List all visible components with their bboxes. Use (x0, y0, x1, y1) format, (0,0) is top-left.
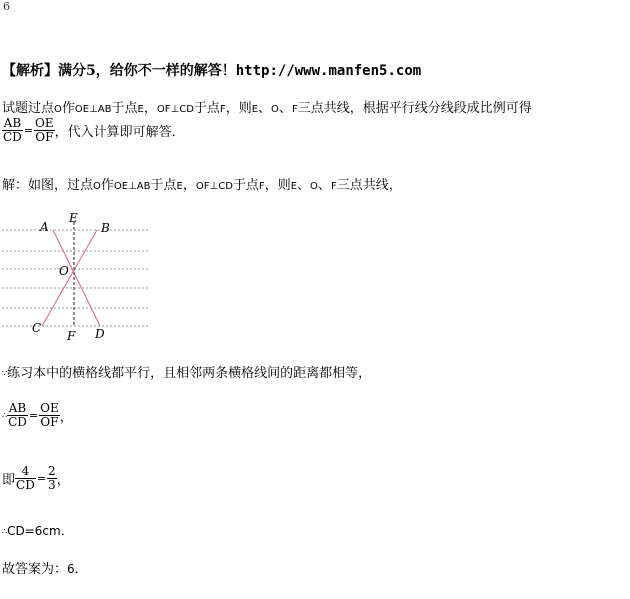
text: 作 (61, 101, 75, 116)
equals-sign: = (36, 472, 47, 485)
text: ． (74, 562, 88, 577)
fraction-4-cd: $\frac{4}{CD}$ (16, 464, 35, 492)
point-o: O (93, 181, 101, 192)
point-e: E (137, 104, 144, 115)
fraction-ab-cd: $\frac{AB}{CD}$ (8, 401, 27, 429)
point-f: F (219, 104, 226, 115)
fraction-2-3: $\frac{2}{3}$ (48, 464, 56, 492)
therefore-symbol: ∴ (2, 411, 8, 420)
oe-perp-ab: OE⊥AB (74, 104, 112, 115)
text: 练习本中的横格线都平行，且相邻两条横格线间的距离都相等， (7, 366, 372, 381)
label-c: C (32, 321, 42, 335)
text: 作 (100, 178, 114, 193)
of-perp-cd: OF⊥CD (156, 104, 194, 115)
text: 于点 (111, 101, 138, 116)
point-f: F (291, 104, 298, 115)
text: 三点共线，根据平行线分线段成比例可得 (297, 101, 532, 116)
header-lead: 【解析】满分5，给你不一样的解答！ (2, 63, 236, 79)
point-f: F (330, 181, 337, 192)
text: ． (60, 524, 74, 539)
text: ， (143, 101, 157, 116)
point-o: O (271, 104, 279, 115)
text: 、 (278, 101, 292, 116)
fraction-ab-cd: $\frac{AB}{CD}$ (3, 116, 22, 144)
point-e: E (251, 104, 259, 115)
text: ， (182, 178, 196, 193)
text: 试题过点 (2, 101, 55, 116)
analysis-line-2 (2, 117, 185, 144)
label-a: A (40, 220, 49, 234)
point-e: E (176, 181, 183, 192)
text: ，代入计算即可解答． (54, 125, 185, 140)
geometry-figure (0, 208, 160, 348)
page-number: 6 (3, 0, 10, 13)
fraction-oe-of: $\frac{OE}{OF}$ (35, 116, 54, 144)
text: 三点共线， (336, 178, 402, 193)
text: ， (59, 410, 73, 425)
therefore-symbol: ∴ (2, 527, 8, 536)
text: 解：如图，过点 (2, 178, 94, 193)
text: 即 (2, 473, 16, 488)
of-perp-cd: OF⊥CD (195, 181, 233, 192)
analysis-header (2, 60, 421, 80)
text: 、 (297, 178, 311, 193)
because-symbol: ∵ (2, 369, 8, 378)
fraction-oe-of: $\frac{OE}{OF}$ (40, 401, 59, 429)
point-o: O (54, 104, 62, 115)
segment-bc (42, 230, 97, 326)
equals-sign: = (23, 124, 34, 137)
text: 于点 (232, 178, 259, 193)
cd-result: CD=6cm (7, 524, 61, 538)
answer-value: 6 (67, 562, 75, 576)
final-answer (2, 558, 88, 577)
step-result (2, 520, 74, 539)
text: ，则 (225, 101, 252, 116)
header-url[interactable]: http://www.manfen5.com (235, 63, 422, 79)
equals-sign: = (28, 409, 39, 422)
label-f: F (67, 329, 76, 343)
label-b: B (101, 221, 110, 235)
point-e: E (290, 181, 298, 192)
step-substitution (2, 465, 70, 492)
step-proportion (2, 402, 73, 429)
answer-label: 故答案为： (2, 562, 68, 577)
label-d: D (95, 327, 105, 341)
text: 于点 (193, 101, 220, 116)
text: ， (56, 473, 70, 488)
analysis-line-1 (2, 97, 532, 116)
oe-perp-ab: OE⊥AB (113, 181, 151, 192)
text: 于点 (150, 178, 177, 193)
point-o: O (310, 181, 318, 192)
label-o: O (59, 264, 69, 278)
step-parallel-lines (2, 362, 371, 381)
text: 、 (317, 178, 331, 193)
label-e: E (69, 211, 78, 225)
text: 、 (258, 101, 272, 116)
text: ，则 (264, 178, 291, 193)
solution-intro (2, 174, 402, 193)
segment-ad (53, 230, 100, 326)
point-f: F (258, 181, 265, 192)
